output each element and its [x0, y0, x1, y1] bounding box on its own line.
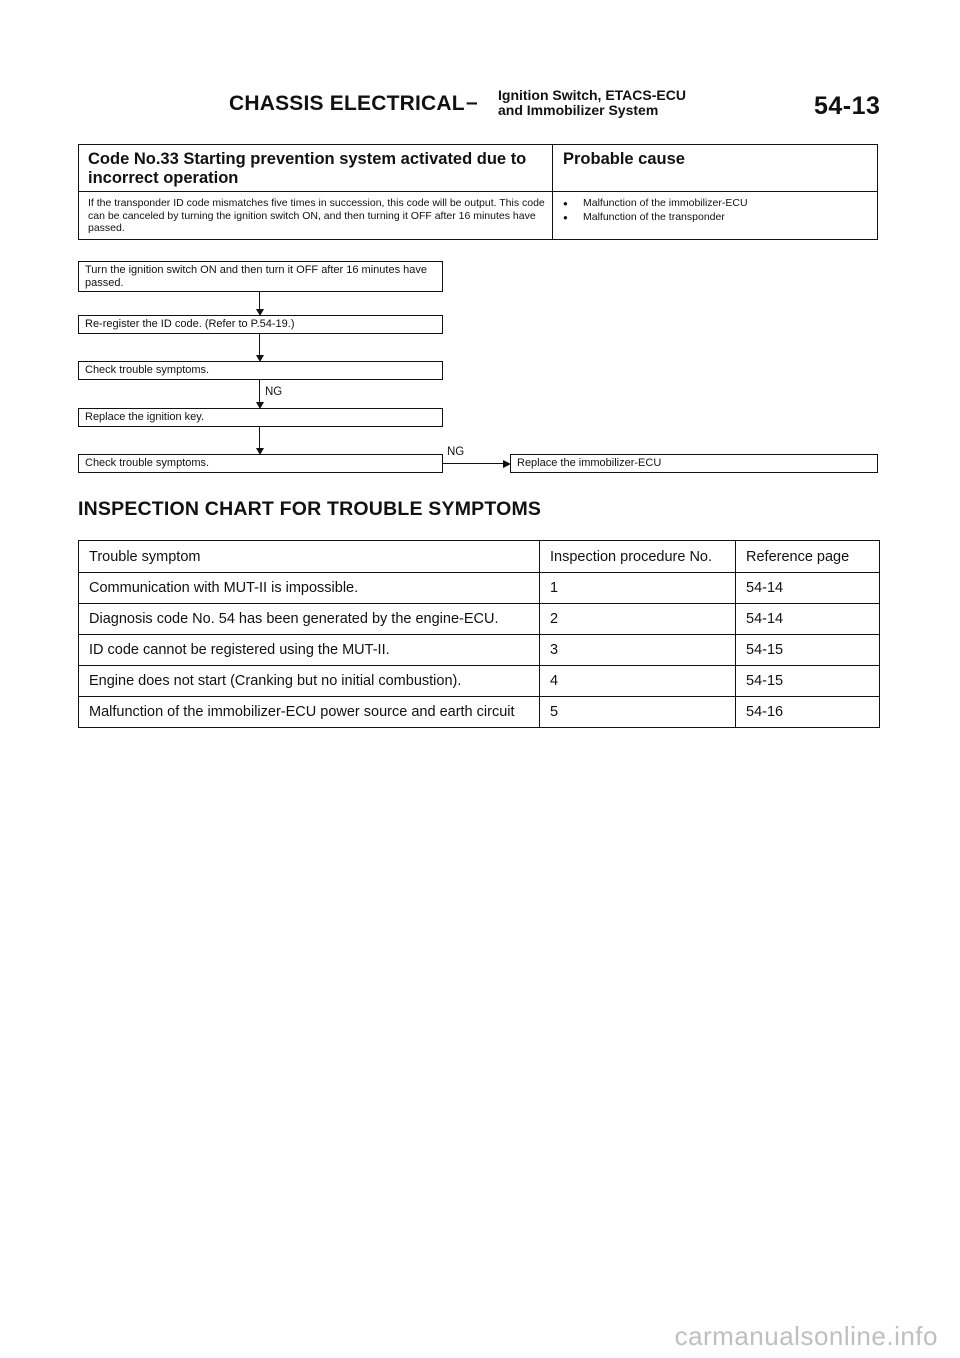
cause-item: ● Malfunction of the transponder	[563, 211, 748, 225]
cause-list	[563, 197, 748, 224]
reference-cell: 54-14	[736, 573, 880, 604]
reference-cell: 54-15	[736, 666, 880, 697]
flow-step-turn-ignition: Turn the ignition switch ON and then turn it OFF after 16 minutes have passed.	[78, 261, 443, 292]
flow-arrow	[259, 427, 260, 453]
inspection-chart-title: INSPECTION CHART FOR TROUBLE SYMPTOMS	[78, 498, 542, 520]
code-description: If the transponder ID code mismatches five times in succession, this code will be output. This code can be canceled by turning the ignition switch ON, and then turning it OFF after 16 minutes have passed.	[88, 197, 545, 234]
column-divider	[552, 145, 553, 239]
ng-label: NG	[447, 446, 465, 458]
flow-arrow	[259, 334, 260, 360]
procedure-cell: 2	[540, 604, 736, 635]
header-dash: –	[466, 91, 478, 114]
flow-step-reregister-id: Re-register the ID code. (Refer to P.54-19.)	[78, 315, 443, 334]
flow-step-check-symptoms-2: Check trouble symptoms.	[78, 454, 443, 473]
flow-step-check-symptoms: Check trouble symptoms.	[78, 361, 443, 380]
table-row	[79, 666, 880, 697]
table-row	[79, 635, 880, 666]
subsection-line-2: and Immobilizer System	[498, 102, 659, 118]
row-divider	[79, 191, 877, 192]
reference-cell: 54-14	[736, 604, 880, 635]
page-number: 54-13	[814, 92, 881, 120]
flow-arrow-right	[443, 463, 509, 464]
symptom-cell: Engine does not start (Cranking but no initial combustion).	[79, 666, 540, 697]
symptom-cell: ID code cannot be registered using the MUT-II.	[79, 635, 540, 666]
diagnosis-code-box	[78, 144, 878, 240]
section-title: CHASSIS ELECTRICAL	[229, 92, 465, 115]
subsection-line-1: Ignition Switch, ETACS-ECU	[498, 87, 686, 103]
column-header: Trouble symptom	[79, 541, 540, 573]
probable-cause-heading: Probable cause	[563, 150, 685, 168]
table-header-row	[79, 541, 880, 573]
table-row	[79, 573, 880, 604]
symptom-cell: Malfunction of the immobilizer-ECU power source and earth circuit	[79, 697, 540, 728]
column-header: Inspection procedure No.	[540, 541, 736, 573]
flow-step-replace-key: Replace the ignition key.	[78, 408, 443, 427]
table-row	[79, 604, 880, 635]
procedure-cell: 1	[540, 573, 736, 604]
symptom-cell: Communication with MUT-II is impossible.	[79, 573, 540, 604]
watermark: carmanualsonline.info	[674, 1321, 938, 1351]
procedure-cell: 3	[540, 635, 736, 666]
ng-label: NG	[265, 386, 283, 398]
table-row	[79, 697, 880, 728]
code-title: Code No.33 Starting prevention system activated due to incorrect operation	[88, 150, 527, 187]
procedure-cell: 5	[540, 697, 736, 728]
flow-step-replace-immobilizer: Replace the immobilizer-ECU	[510, 454, 878, 473]
reference-cell: 54-16	[736, 697, 880, 728]
trouble-symptom-table	[78, 540, 880, 728]
procedure-cell: 4	[540, 666, 736, 697]
reference-cell: 54-15	[736, 635, 880, 666]
symptom-cell: Diagnosis code No. 54 has been generated by the engine-ECU.	[79, 604, 540, 635]
flow-arrow	[259, 292, 260, 314]
column-header: Reference page	[736, 541, 880, 573]
flow-arrow	[259, 380, 260, 407]
subsection-title	[498, 88, 686, 118]
cause-item: ● Malfunction of the immobilizer-ECU	[563, 197, 748, 211]
